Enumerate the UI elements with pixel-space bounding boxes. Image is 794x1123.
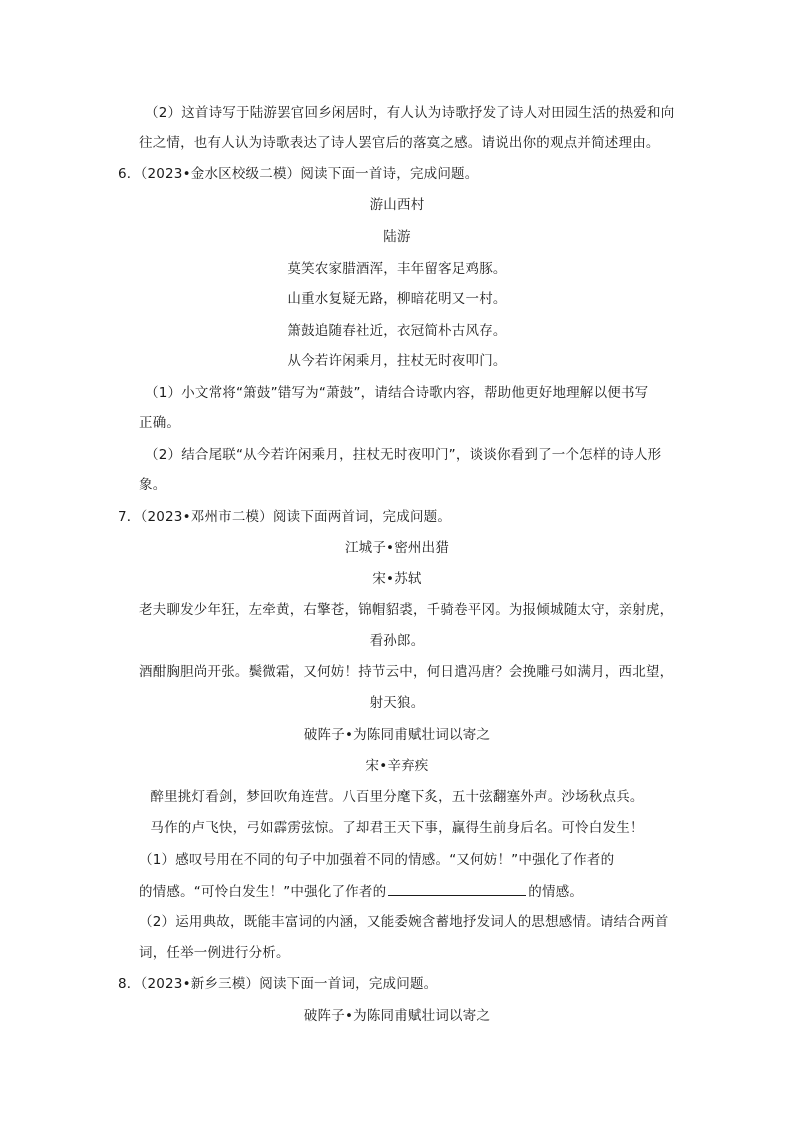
q6-poem-line-1: 莫笑农家腊酒浑，丰年留客足鸡豚。 bbox=[287, 261, 507, 277]
answer-blank bbox=[388, 882, 526, 896]
q6-part1-line1: （1）小文常将“箫鼓”错写为“萧鼓”，请结合诗歌内容，帮助他更好地理解以便书写 bbox=[145, 385, 649, 401]
q6-part1-line2: 正确。 bbox=[139, 415, 181, 431]
q7-part1-line2-text-a: 的情感。“可怜白发生！”中强化了作者的 bbox=[139, 884, 387, 900]
q7-poem2-line-2: 马作的卢飞快，弓如霹雳弦惊。了却君王天下事，赢得生前身后名。可怜白发生！ bbox=[150, 820, 644, 836]
q5-part2-line2: 往之情，也有人认为诗歌表达了诗人罢官后的落寞之感。请说出你的观点并简述理由。 bbox=[139, 135, 660, 151]
q6-poem-title: 游山西村 bbox=[369, 197, 425, 213]
q6-poem-line-3: 箫鼓追随春社近，衣冠简朴古风存。 bbox=[287, 323, 507, 339]
question-6-heading: 6．（2023•金水区校级二模）阅读下面一首诗，完成问题。 bbox=[118, 166, 479, 182]
question-8-heading: 8．（2023•新乡三模）阅读下面一首词，完成问题。 bbox=[118, 976, 438, 992]
q7-part1-line2-text-b: 的情感。 bbox=[528, 884, 584, 900]
q6-part2-line1: （2）结合尾联“从今若许闲乘月，拄杖无时夜叩门”，谈谈你看到了一个怎样的诗人形 bbox=[145, 447, 662, 463]
q7-part2-line1: （2）运用典故，既能丰富词的内涵，又能委婉含蓄地抒发词人的思想感情。请结合两首 bbox=[139, 914, 669, 930]
q7-poem1-stanza2-line1: 酒酣胸胆尚开张。鬓微霜，又何妨！持节云中，何日遣冯唐？会挽雕弓如满月，西北望， bbox=[139, 664, 674, 680]
q7-part1-line2 bbox=[139, 882, 583, 901]
q6-part2-line2: 象。 bbox=[139, 477, 167, 493]
q6-poem-line-2: 山重水复疑无路，柳暗花明又一村。 bbox=[287, 291, 507, 307]
q5-part2-line1: （2）这首诗写于陆游罢官回乡闲居时，有人认为诗歌抒发了诗人对田园生活的热爱和向 bbox=[145, 105, 675, 121]
q7-poem2-line-1: 醉里挑灯看剑，梦回吹角连营。八百里分麾下炙，五十弦翻塞外声。沙场秋点兵。 bbox=[150, 789, 644, 805]
q7-poem1-title: 江城子•密州出猎 bbox=[344, 540, 450, 556]
q6-poem-author: 陆游 bbox=[383, 229, 411, 245]
q7-part1-line1: （1）感叹号用在不同的句子中加强着不同的情感。“又何妨！”中强化了作者的 bbox=[139, 852, 615, 868]
q8-poem-title: 破阵子•为陈同甫赋壮词以寄之 bbox=[303, 1008, 491, 1024]
q7-poem1-author: 宋•苏轼 bbox=[372, 571, 422, 587]
q7-poem2-author: 宋•辛弃疾 bbox=[365, 758, 429, 774]
q7-poem1-stanza1-line1: 老夫聊发少年狂，左牵黄，右擎苍，锦帽貂裘，千骑卷平冈。为报倾城随太守，亲射虎， bbox=[139, 602, 674, 618]
q7-poem2-title: 破阵子•为陈同甫赋壮词以寄之 bbox=[303, 727, 491, 743]
q7-poem1-stanza1-line2: 看孙郎。 bbox=[369, 633, 425, 649]
q7-part2-line2: 词，任举一例进行分析。 bbox=[139, 945, 290, 961]
q6-poem-line-4: 从今若许闲乘月，拄杖无时夜叩门。 bbox=[287, 353, 507, 369]
q7-poem1-stanza2-line2: 射天狼。 bbox=[369, 695, 425, 711]
question-7-heading: 7．（2023•邓州市二模）阅读下面两首词，完成问题。 bbox=[118, 509, 452, 525]
